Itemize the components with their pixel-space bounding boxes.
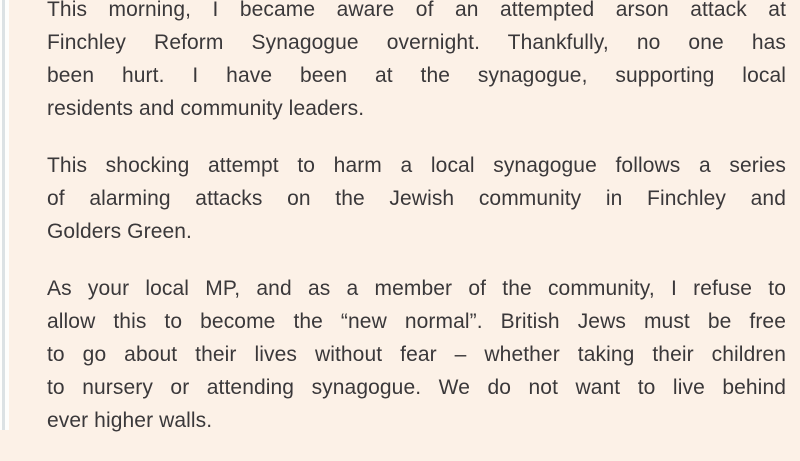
text-line: This morning, I became aware of an attempted arson attack at — [47, 0, 786, 21]
text-line: This shocking attempt to harm a local synagogue follows a series — [47, 154, 786, 177]
text-line: residents and community leaders. — [47, 97, 365, 120]
page-edge-line — [2, 0, 5, 430]
text-line: As your local MP, and as a member of the community, I refuse to — [47, 277, 786, 300]
text-line: to go about their lives without fear – whether taking their children — [47, 343, 786, 366]
paragraph-2 — [47, 149, 786, 248]
text-line: Golders Green. — [47, 220, 192, 243]
text-line: ever higher walls. — [47, 409, 213, 432]
paragraph-3 — [47, 272, 786, 437]
text-line: of alarming attacks on the Jewish community in Finchley and — [47, 187, 786, 210]
page-edge-strip — [0, 0, 9, 430]
text-line: to nursery or attending synagogue. We do not want to live behind — [47, 376, 786, 399]
text-line: Finchley Reform Synagogue overnight. Thankfully, no one has — [47, 31, 786, 54]
text-line: been hurt. I have been at the synagogue, supporting local — [47, 64, 786, 87]
text-line: allow this to become the “new normal”. British Jews must be free — [47, 310, 786, 333]
paragraph-1 — [47, 0, 786, 125]
